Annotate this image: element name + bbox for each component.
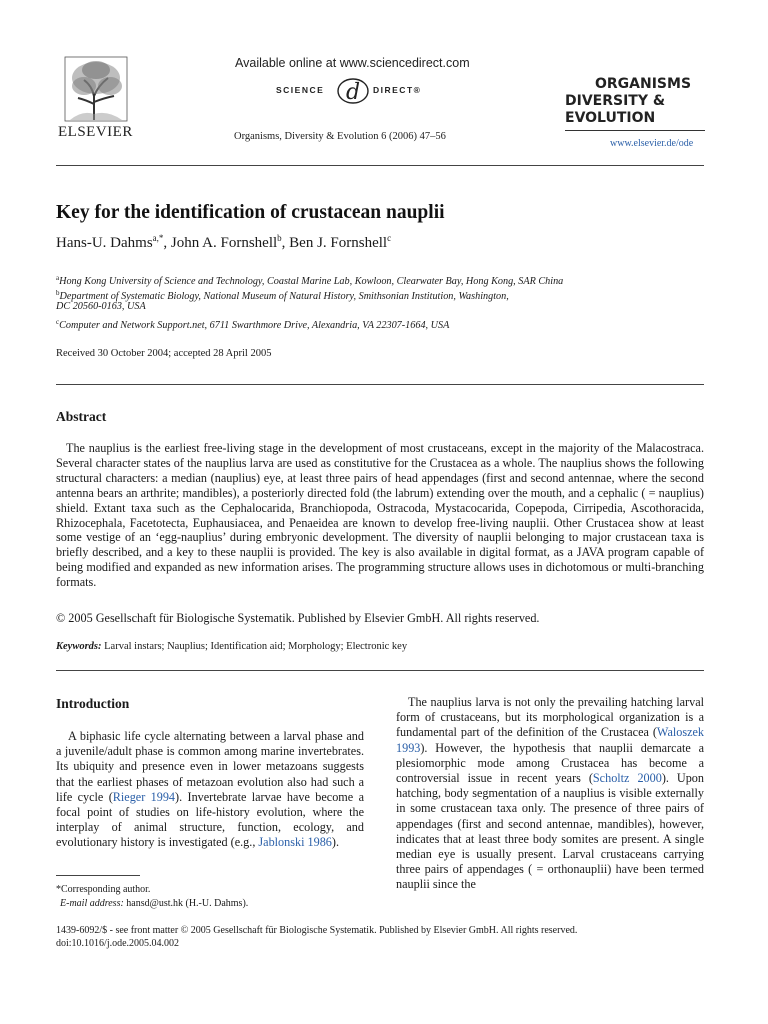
- affil-text: Hong Kong University of Science and Technology, Coastal Marine Lab, Kowloon, Clearwater Bay, Hong Kong, SAR China: [59, 276, 564, 287]
- author-name: Hans-U. Dahms: [56, 235, 153, 251]
- citation-link-jablonski[interactable]: Jablonski 1986: [258, 835, 332, 850]
- doi-line[interactable]: doi:10.1016/j.ode.2005.04.002: [56, 938, 180, 949]
- journal-logo: [565, 76, 705, 127]
- intro-right-column: [396, 695, 704, 893]
- section-heading-introduction: Introduction: [56, 696, 130, 711]
- affil-marker: a: [56, 274, 60, 282]
- affil-marker: b: [56, 289, 60, 297]
- citation-link-waloszek[interactable]: Waloszek 1993: [396, 725, 704, 755]
- keywords-list: Larval instars; Nauplius; Identification aid; Morphology; Electronic key: [104, 641, 408, 652]
- footnote-rule: [56, 875, 140, 876]
- intro-text: The nauplius larva is not only the prevailing hatching larval form of crustaceans, but its morphological organization is a fundamental part of the definition of the Crustacea (: [396, 695, 704, 740]
- elsevier-tree-icon: [64, 56, 128, 122]
- sciencedirect-right-text: DIRECT®: [373, 85, 422, 95]
- front-matter-line: 1439-6092/$ - see front matter © 2005 Gesellschaft für Biologische Systematik. Published by Elsevier GmbH. All rights reserved.: [56, 925, 578, 936]
- received-dates: Received 30 October 2004; accepted 28 April 2005: [56, 348, 272, 359]
- intro-text: ). Invertebrate larvae have become a focal point of studies on life-history evolution, where the interplay of animal structure, function, ecology, and evolutionary history is investigated (e.g.,: [56, 789, 364, 850]
- affil-text: Department of Systematic Biology, National Museum of Natural History, Smithsonian Institution, Washington,: [59, 291, 509, 302]
- intro-paragraph: [56, 729, 364, 851]
- sciencedirect-logo: [276, 77, 436, 105]
- journal-logo-rule: [565, 130, 705, 131]
- journal-title-line2: DIVERSITY &: [565, 93, 666, 109]
- author-list: [56, 233, 391, 252]
- author-affil-marker: b: [277, 233, 282, 243]
- intro-text: ). Upon hatching, body segmentation of a nauplius is visible externally in some crustacean taxa only. The presence of three pairs of appendages (first and second antennae, mandibles), however, indicates that at least three body somites are present. A single median eye is usually present. Larval crustaceans carrying three pairs of appendages ( = orthonauplii) have been termed nauplii since the: [396, 771, 704, 892]
- intro-text: ).: [331, 835, 339, 850]
- available-online-text: Available online at www.sciencedirect.com: [235, 56, 470, 70]
- journal-citation: Organisms, Diversity & Evolution 6 (2006) 47–56: [234, 131, 446, 142]
- email-link[interactable]: hansd@ust.hk (H.-U. Dahms).: [126, 898, 249, 909]
- affil-marker: c: [56, 318, 60, 326]
- abstract-body: [56, 441, 704, 590]
- article-title: Key for the identification of crustacean nauplii: [56, 202, 445, 223]
- author-name: Ben J. Fornshell: [289, 235, 388, 251]
- journal-title-line1: ORGANISMS: [595, 76, 692, 92]
- intro-paragraph: [396, 695, 704, 893]
- intro-left-column: [56, 729, 364, 851]
- author-separator: ,: [281, 235, 290, 251]
- intro-text: A biphasic life cycle alternating between a larval phase and a juvenile/adult phase is common among marine invertebrates. Its ubiquity and presence even in lower metazoans suggests that the earliest phases of metazoan evolution also had such a life cycle (: [56, 729, 364, 804]
- publisher-name: ELSEVIER: [58, 124, 133, 140]
- header-rule: [56, 165, 704, 166]
- affil-text: Computer and Network Support.net, 6711 Swarthmore Drive, Alexandria, VA 22307-1664, USA: [59, 320, 450, 331]
- author-affil-marker: c: [387, 233, 392, 243]
- sciencedirect-d-icon: [336, 77, 370, 105]
- citation-link-scholtz[interactable]: Scholtz 2000: [592, 771, 662, 786]
- abstract-heading: Abstract: [56, 409, 107, 424]
- abstract-paragraph: The nauplius is the earliest free-living stage in the development of most crustaceans, except in the majority of the Malacostraca. Several character states of the nauplius larva are used as constitutive for the Crustacea as a whole. The nauplius shows the following structural characters: a median (nauplius) eye, at least three pairs of head appendages (first and second antennae, where the second antenna bears an arthrite; mandibles), a posteriorly directed fold (the labrum) extending over the mouth, and a cephalic ( = nauplius) shield. Extant taxa such as the Cephalocarida, Branchiopoda, Ostracoda, Mystacocarida, Copepoda, Cirripedia, Ascothoracida, Rhizocephala, Facetotecta, Euphausiacea, and Penaeidea are known to develop free-living nauplii. Other Crustacea show at least some vestige of an ‘egg-nauplius’ during embryonic development. The diversity of nauplii belonging to major crustacean taxa is briefly described, and a key to these nauplii is provided. The key is also available in digital format, as a JAVA program capable of being modified and expanded as new information arises. The programming structure allows uses in dichotomous or multi-branching formats.: [56, 441, 704, 590]
- abstract-bottom-rule: [56, 670, 704, 671]
- intro-text: ). However, the hypothesis that nauplii demarcate a plesiomorphic mode among Crustacea has become a controversial issue in recent years (: [396, 740, 704, 786]
- keywords-label: Keywords:: [56, 641, 102, 652]
- author-separator: ,: [163, 235, 171, 251]
- elsevier-logo: [58, 56, 132, 144]
- affiliation-b-cont: [56, 300, 706, 314]
- abstract-top-rule: [56, 384, 704, 385]
- author-name: John A. Fornshell: [170, 235, 278, 251]
- svg-text:d: d: [346, 80, 361, 105]
- keywords: [56, 641, 407, 652]
- journal-title-line3: EVOLUTION: [565, 110, 656, 126]
- affiliation-c: [56, 315, 706, 333]
- email-label: E-mail address:: [60, 898, 124, 909]
- email-note: [56, 897, 370, 910]
- author-affil-marker: a,*: [152, 233, 164, 243]
- journal-url-link[interactable]: www.elsevier.de/ode: [610, 138, 694, 149]
- citation-link-rieger[interactable]: Rieger 1994: [112, 789, 176, 804]
- affil-text: DC 20560-0163, USA: [56, 301, 146, 312]
- corresponding-author-note: *Corresponding author.: [56, 884, 151, 895]
- abstract-copyright: © 2005 Gesellschaft für Biologische Systematik. Published by Elsevier GmbH. All rights reserved.: [56, 611, 540, 625]
- sciencedirect-left-text: SCIENCE: [276, 85, 325, 95]
